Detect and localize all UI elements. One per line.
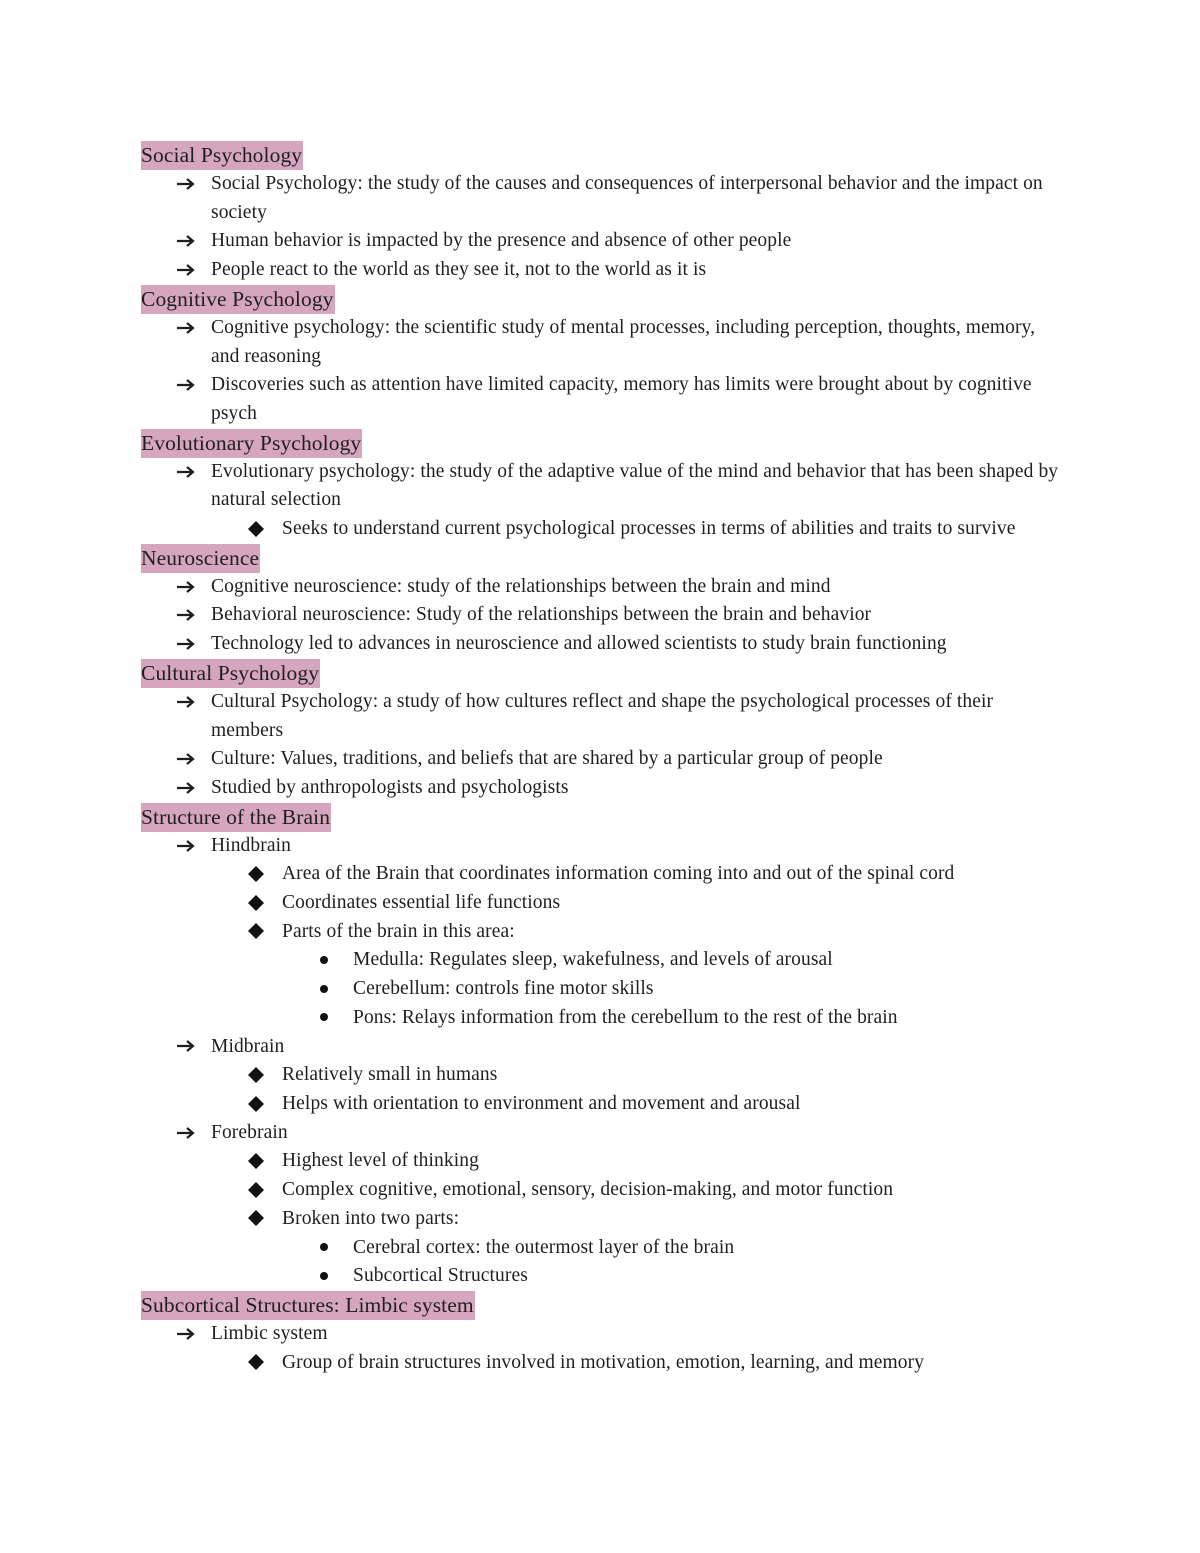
list-item: [141, 170, 1061, 227]
arrow-right-icon: [176, 1033, 196, 1062]
list-item: [141, 227, 1061, 256]
diamond-icon: [247, 1205, 265, 1234]
diamond-icon: [247, 860, 265, 889]
arrow-right-icon: [176, 832, 196, 861]
list-item-text: Subcortical Structures: [353, 1265, 528, 1287]
diamond-icon: [247, 918, 265, 947]
section-heading: Subcortical Structures: Limbic system: [141, 1291, 475, 1320]
list-item-text: Cognitive neuroscience: study of the relationships between the brain and mind: [211, 575, 831, 597]
list-item-text: Helps with orientation to environment and movement and arousal: [282, 1092, 801, 1114]
list-item: [141, 975, 1061, 1004]
list-item: [141, 1090, 1061, 1119]
section: [141, 1291, 1061, 1377]
section: [141, 141, 1061, 285]
dot-icon: [319, 975, 329, 1004]
arrow-right-icon: [176, 774, 196, 803]
list-item-text: Evolutionary psychology: the study of the adaptive value of the mind and behavior that has been shaped by natural selection: [211, 460, 1059, 511]
list-item-text: Studied by anthropologists and psychologists: [211, 776, 569, 798]
list-item-text: Highest level of thinking: [282, 1150, 479, 1172]
list-item: [141, 860, 1061, 889]
arrow-right-icon: [176, 227, 196, 256]
list-item: [141, 1004, 1061, 1033]
dot-icon: [319, 946, 329, 975]
list-item: [141, 832, 1061, 861]
list-item: [141, 889, 1061, 918]
arrow-right-icon: [176, 688, 196, 717]
arrow-right-icon: [176, 458, 196, 487]
list-item-text: Pons: Relays information from the cerebellum to the rest of the brain: [353, 1006, 898, 1028]
arrow-right-icon: [176, 573, 196, 602]
arrow-right-icon: [176, 314, 196, 343]
list-item: [141, 515, 1061, 544]
diamond-icon: [247, 1147, 265, 1176]
arrow-right-icon: [176, 1320, 196, 1349]
list-item-text: Relatively small in humans: [282, 1064, 498, 1086]
list-item: [141, 688, 1061, 745]
list-item-text: Area of the Brain that coordinates information coming into and out of the spinal cord: [282, 863, 955, 885]
list-item-text: Culture: Values, traditions, and beliefs that are shared by a particular group of people: [211, 748, 883, 770]
list-item: [141, 1349, 1061, 1378]
diamond-icon: [247, 1176, 265, 1205]
section-heading: Social Psychology: [141, 141, 303, 170]
arrow-right-icon: [176, 371, 196, 400]
dot-icon: [319, 1262, 329, 1291]
diamond-icon: [247, 515, 265, 544]
list-item: [141, 1119, 1061, 1148]
list-item: [141, 1061, 1061, 1090]
list-item-text: Coordinates essential life functions: [282, 892, 561, 914]
list-item: [141, 458, 1061, 515]
list-item-text: People react to the world as they see it, not to the world as it is: [211, 259, 707, 281]
section-heading: Neuroscience: [141, 544, 260, 573]
diamond-icon: [247, 889, 265, 918]
dot-icon: [319, 1004, 329, 1033]
list-item: [141, 1234, 1061, 1263]
dot-icon: [319, 1234, 329, 1263]
list-item-text: Medulla: Regulates sleep, wakefulness, and levels of arousal: [353, 949, 833, 971]
list-item-text: Midbrain: [211, 1035, 285, 1057]
list-item-text: Discoveries such as attention have limited capacity, memory has limits were brought about by cognitive psych: [211, 374, 1032, 424]
list-item-text: Human behavior is impacted by the presence and absence of other people: [211, 230, 792, 252]
document-page: [141, 141, 1061, 1377]
section-heading: Structure of the Brain: [141, 803, 331, 832]
list-item-text: Forebrain: [211, 1121, 288, 1143]
list-item: [141, 314, 1061, 371]
list-item-text: Limbic system: [211, 1322, 328, 1344]
list-item-text: Cultural Psychology: a study of how cultures reflect and shape the psychological processes of their members: [211, 690, 994, 741]
list-item-text: Cerebral cortex: the outermost layer of the brain: [353, 1236, 735, 1258]
section: [141, 544, 1061, 659]
list-item: [141, 1320, 1061, 1349]
list-item: [141, 1205, 1061, 1234]
list-item-text: Seeks to understand current psychological processes in terms of abilities and traits to survive: [282, 518, 1016, 540]
arrow-right-icon: [176, 601, 196, 630]
list-item: [141, 1262, 1061, 1291]
list-item: [141, 1147, 1061, 1176]
arrow-right-icon: [176, 630, 196, 659]
section: [141, 659, 1061, 803]
list-item: [141, 601, 1061, 630]
list-item-text: Group of brain structures involved in motivation, emotion, learning, and memory: [282, 1351, 925, 1373]
section-heading: Cognitive Psychology: [141, 285, 335, 314]
section-heading: Evolutionary Psychology: [141, 429, 362, 458]
list-item-text: Cognitive psychology: the scientific study of mental processes, including perception, thoughts, memory, and reasoning: [211, 316, 1036, 367]
list-item: [141, 1033, 1061, 1062]
list-item-text: Cerebellum: controls fine motor skills: [353, 978, 654, 1000]
section: [141, 803, 1061, 1291]
list-item-text: Parts of the brain in this area:: [282, 920, 515, 942]
list-item: [141, 774, 1061, 803]
list-item-text: Technology led to advances in neuroscience and allowed scientists to study brain functioning: [211, 633, 947, 655]
list-item-text: Behavioral neuroscience: Study of the relationships between the brain and behavior: [211, 604, 872, 626]
list-item-text: Hindbrain: [211, 834, 291, 856]
list-item: [141, 371, 1061, 428]
list-item: [141, 630, 1061, 659]
list-item: [141, 745, 1061, 774]
list-item: [141, 946, 1061, 975]
arrow-right-icon: [176, 170, 196, 199]
list-item-text: Complex cognitive, emotional, sensory, decision-making, and motor function: [282, 1179, 894, 1201]
section: [141, 429, 1061, 544]
diamond-icon: [247, 1090, 265, 1119]
list-item: [141, 573, 1061, 602]
arrow-right-icon: [176, 256, 196, 285]
list-item: [141, 1176, 1061, 1205]
diamond-icon: [247, 1061, 265, 1090]
list-item-text: Broken into two parts:: [282, 1207, 460, 1229]
arrow-right-icon: [176, 745, 196, 774]
list-item: [141, 256, 1061, 285]
section: [141, 285, 1061, 429]
diamond-icon: [247, 1349, 265, 1378]
list-item-text: Social Psychology: the study of the causes and consequences of interpersonal behavior and the impact on society: [211, 173, 1043, 223]
list-item: [141, 918, 1061, 947]
arrow-right-icon: [176, 1119, 196, 1148]
section-heading: Cultural Psychology: [141, 659, 320, 688]
